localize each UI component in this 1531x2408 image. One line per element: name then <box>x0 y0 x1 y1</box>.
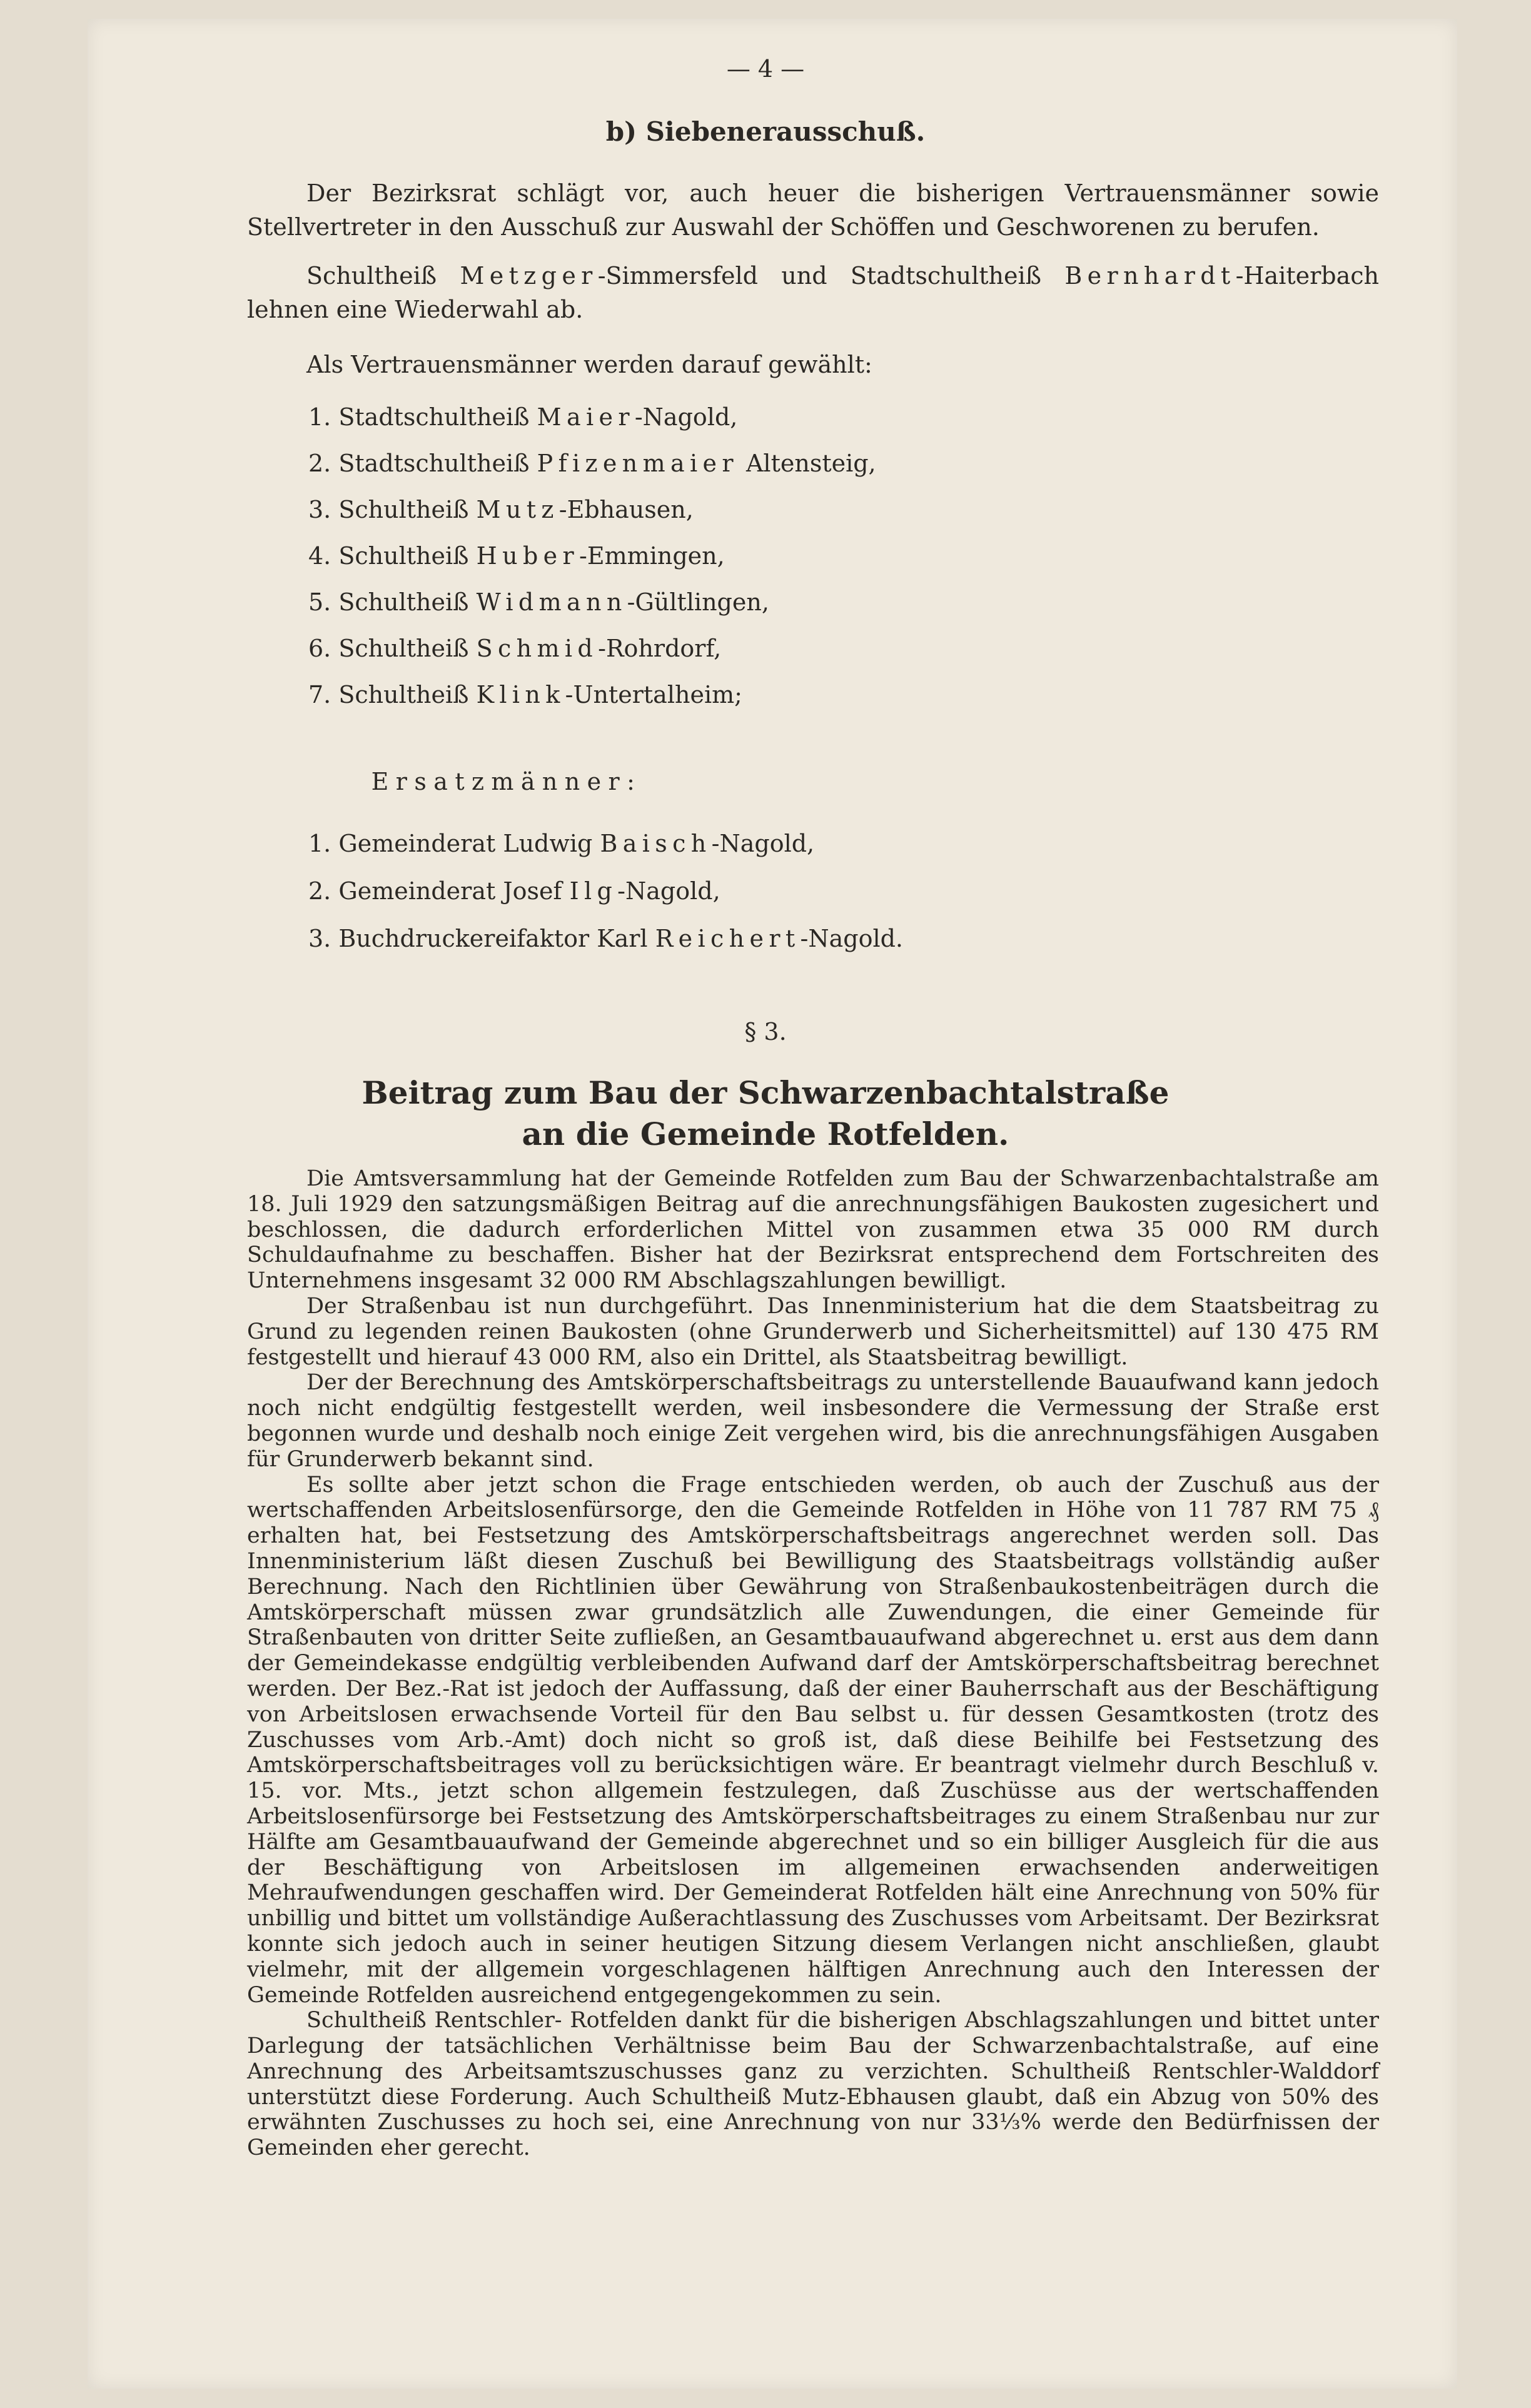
section-3-paragraph: Schultheiß Rentschler- Rotfelden dankt für die bisherigen Abschlagszahlungen und bittet unter Darlegung der tatsächlichen Verhältnisse beim Bau der Schwarzenbachtalstraße, auf eine Anrechnung des Arbeitsamtszuschusses ganz zu verzichten. Schultheiß Rentschler-Walddorf unterstützt diese Forderung. Auch Schultheiß Mutz-Ebhausen glaubt, daß ein Abzug von 50% des erwähnten Zuschusses zu hoch sei, eine Anrechnung von nur 33⅓% werde den Bedürfnissen der Gemeinden eher gerecht. <box>247 2008 1379 2161</box>
section-b-heading: b) Siebenerausschuß. <box>605 116 926 147</box>
substitute-item: 1. Gemeinderat Ludwig Baisch-Nagold, <box>308 830 815 857</box>
substitute-item: 2. Gemeinderat Josef Ilg-Nagold, <box>308 877 720 905</box>
section-3-number: § 3. <box>744 1018 787 1045</box>
section-3-title-line-2: an die Gemeinde Rotfelden. <box>522 1116 1009 1152</box>
trustee-item: 3. Schultheiß Mutz-Ebhausen, <box>308 496 694 523</box>
trustee-item: 1. Stadtschultheiß Maier-Nagold, <box>308 403 738 431</box>
section-b-paragraph-1: Der Bezirksrat schlägt vor, auch heuer die bisherigen Vertrauensmänner sowie Stellvertreter in den Ausschuß zur Auswahl der Schöffen und Geschworenen zu berufen. <box>247 179 1379 241</box>
section-3-title-line-1: Beitrag zum Bau der Schwarzenbachtalstraße <box>361 1074 1170 1111</box>
page-number: — 4 — <box>726 55 805 83</box>
trustee-item: 7. Schultheiß Klink-Untertalheim; <box>308 681 742 708</box>
section-b-paragraph-3: Als Vertrauensmänner werden darauf gewählt: <box>306 351 872 378</box>
trustee-item: 4. Schultheiß Huber-Emmingen, <box>308 542 725 570</box>
substitute-item: 3. Buchdruckereifaktor Karl Reichert-Nagold. <box>308 925 904 952</box>
trustee-item: 6. Schultheiß Schmid-Rohrdorf, <box>308 635 722 662</box>
section-3-paragraph: Der Straßenbau ist nun durchgeführt. Das Innenministerium hat die dem Staatsbeitrag zu Grund zu legenden reinen Baukosten (ohne Grunderwerb und Sicherheitsmittel) auf 130 475 RM festgestellt und hierauf 43 000 RM, also ein Drittel, als Staatsbeitrag bewilligt. <box>247 1293 1379 1370</box>
section-3-paragraph: Es sollte aber jetzt schon die Frage entschieden werden, ob auch der Zuschuß aus der wertschaffenden Arbeitslosenfürsorge, den die Gemeinde Rotfelden in Höhe von 11 787 RM 75 ₰ erhalten hat, bei Festsetzung des Amtskörperschaftsbeitrags angerechnet werden soll. Das Innenministerium läßt diesen Zuschuß bei Bewilligung des Staatsbeitrags vollständig außer Berechnung. Nach den Richtlinien über Gewährung von Straßenbaukostenbeiträgen durch die Amtskörperschaft müssen zwar grundsätzlich alle Zuwendungen, die einer Gemeinde für Straßenbauten von dritter Seite zufließen, an Gesamtbauaufwand abgerechnet u. erst aus dem dann der Gemeindekasse endgültig verbleibenden Aufwand darf der Amtskörperschaftsbeitrag berechnet werden. Der Bez.-Rat ist jedoch der Auffassung, daß der einer Bauherrschaft aus der Beschäftigung von Arbeitslosen erwachsende Vorteil für den Bau selbst u. für dessen Gesamtkosten (trotz des Zuschusses vom Arb.-Amt) doch nicht so groß ist, daß diese Beihilfe bei Festsetzung des Amtskörperschaftsbeitrages voll zu berücksichtigen wäre. Er beantragt vielmehr durch Beschluß v. 15. vor. Mts., jetzt schon allgemein festzulegen, daß Zuschüsse aus der wertschaffenden Arbeitslosenfürsorge bei Festsetzung des Amtskörperschaftsbeitrages zu einem Straßenbau nur zur Hälfte am Gesamtbauaufwand der Gemeinde abgerechnet und so ein billiger Ausgleich für die aus der Beschäftigung von Arbeitslosen im allgemeinen erwachsenden anderweitigen Mehraufwendungen geschaffen wird. Der Gemeinderat Rotfelden hält eine Anrechnung von 50% für unbillig und bittet um vollständige Außerachtlassung des Zuschusses vom Arbeitsamt. Der Bezirksrat konnte sich jedoch auch in seiner heutigen Sitzung diesem Verlangen nicht anschließen, glaubt vielmehr, mit der allgemein vorgeschlagenen hälftigen Anrechnung auch den Interessen der Gemeinde Rotfelden ausreichend entgegengekommen zu sein. <box>247 1472 1379 2008</box>
section-3-body <box>247 1166 1379 2161</box>
section-b-paragraph-2: Schultheiß Metzger-Simmersfeld und Stadtschultheiß Bernhardt-Haiterbach lehnen eine Wiederwahl ab. <box>247 262 1380 323</box>
substitutes-heading: Ersatzmänner: <box>371 768 642 795</box>
section-3-paragraph: Der der Berechnung des Amtskörperschaftsbeitrags zu unterstellende Bauaufwand kann jedoch noch nicht endgültig festgestellt werden, weil insbesondere die Vermessung der Straße erst begonnen wurde und deshalb noch einige Zeit vergehen wird, bis die anrechnungsfähigen Ausgaben für Grunderwerb bekannt sind. <box>247 1370 1379 1472</box>
trustee-item: 2. Stadtschultheiß Pfizenmaier Altensteig, <box>308 450 876 477</box>
trustee-item: 5. Schultheiß Widmann-Gültlingen, <box>308 588 769 616</box>
section-3-paragraph: Die Amtsversammlung hat der Gemeinde Rotfelden zum Bau der Schwarzenbachtalstraße am 18. Juli 1929 den satzungsmäßigen Beitrag auf die anrechnungsfähigen Baukosten zugesichert und beschlossen, die dadurch erforderlichen Mittel von zusammen etwa 35 000 RM durch Schuldaufnahme zu beschaffen. Bisher hat der Bezirksrat entsprechend dem Fortschreiten des Unternehmens insgesamt 32 000 RM Abschlagszahlungen bewilligt. <box>247 1166 1379 1294</box>
